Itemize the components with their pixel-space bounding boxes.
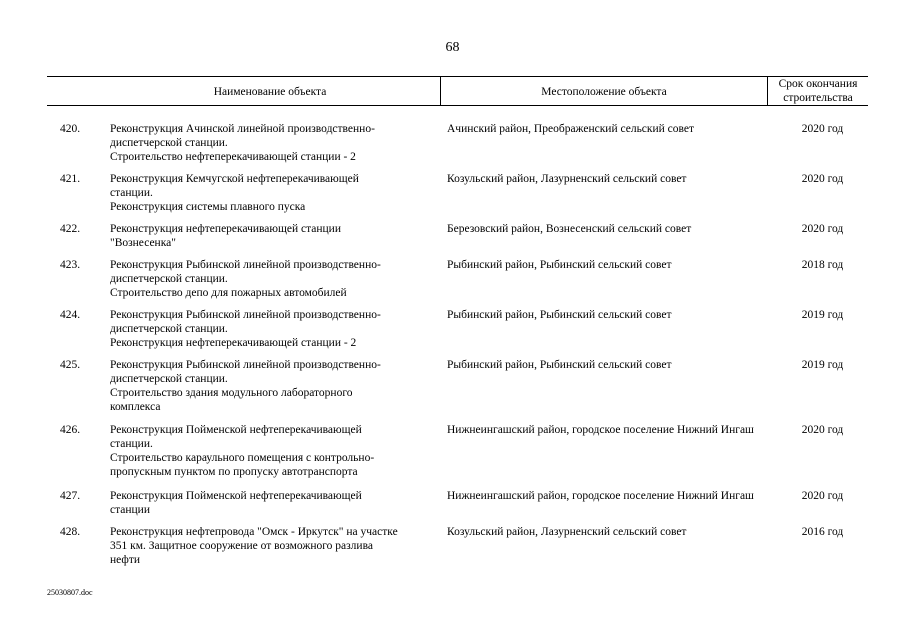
object-name-line: диспетчерской станции. — [110, 373, 228, 385]
object-location: Рыбинский район, Рыбинский сельский совет — [447, 359, 672, 371]
object-name-line: Реконструкция Рыбинской линейной производственно- — [110, 309, 381, 321]
object-name-line: Реконструкция Ачинской линейной производственно- — [110, 123, 375, 135]
header-location: Местоположение объекта — [541, 86, 667, 98]
object-location: Козульский район, Лазурненский сельский совет — [447, 526, 687, 538]
object-name — [110, 525, 442, 567]
object-name-line: пропускным пунктом по пропуску автотранспорта — [110, 466, 358, 478]
completion-term: 2020 год — [801, 490, 844, 502]
row-number: 423. — [60, 259, 81, 271]
object-location: Рыбинский район, Рыбинский сельский совет — [447, 259, 672, 271]
object-name-line: "Вознесенка" — [110, 237, 176, 249]
object-name-line: Строительство депо для пожарных автомобилей — [110, 287, 347, 299]
object-name-line: Реконструкция Пойменской нефтеперекачивающей — [110, 424, 362, 436]
object-name — [110, 308, 442, 350]
completion-term: 2020 год — [801, 424, 844, 436]
row-number: 424. — [60, 309, 81, 321]
completion-term: 2020 год — [801, 123, 844, 135]
object-location: Нижнеингашский район, городское поселение Нижний Ингаш — [447, 490, 754, 502]
object-name — [110, 222, 442, 250]
object-name-line: станции. — [110, 187, 153, 199]
object-name-line: Строительство нефтеперекачивающей станции - 2 — [110, 151, 356, 163]
page-number: 68 — [445, 40, 460, 55]
row-number: 428. — [60, 526, 81, 538]
object-name-line: 351 км. Защитное сооружение от возможного разлива — [110, 540, 373, 552]
object-location: Ачинский район, Преображенский сельский совет — [447, 123, 695, 135]
object-name — [110, 122, 442, 164]
completion-term: 2018 год — [801, 259, 844, 271]
object-name-line: Строительство караульного помещения с контрольно- — [110, 452, 375, 464]
table-header-bottom-rule — [47, 105, 868, 106]
object-name-line: Строительство здания модульного лабораторного — [110, 387, 353, 399]
row-number: 426. — [60, 424, 81, 436]
row-number: 425. — [60, 359, 81, 371]
row-number: 420. — [60, 123, 81, 135]
completion-term: 2019 год — [801, 309, 844, 321]
object-location: Рыбинский район, Рыбинский сельский совет — [447, 309, 672, 321]
object-name-line: станции — [110, 504, 150, 516]
object-name-line: диспетчерской станции. — [110, 273, 228, 285]
object-name-line: Реконструкция системы плавного пуска — [110, 201, 306, 213]
object-location: Козульский район, Лазурненский сельский совет — [447, 173, 687, 185]
object-name-line: Реконструкция Пойменской нефтеперекачивающей — [110, 490, 362, 502]
document-id: 25030807.doc — [47, 588, 93, 597]
object-name-line: комплекса — [110, 401, 161, 413]
object-name — [110, 172, 442, 214]
completion-term: 2019 год — [801, 359, 844, 371]
completion-term: 2020 год — [801, 173, 844, 185]
table-top-rule — [47, 76, 868, 77]
object-name — [110, 358, 442, 414]
object-name-line: диспетчерской станции. — [110, 137, 228, 149]
object-name-line: Реконструкция Рыбинской линейной производственно- — [110, 259, 381, 271]
object-name — [110, 489, 442, 517]
row-number: 421. — [60, 173, 81, 185]
header-term-line2: строительства — [783, 92, 853, 104]
header-term-line1: Срок окончания — [778, 78, 858, 90]
object-location: Березовский район, Вознесенский сельский совет — [447, 223, 692, 235]
object-name-line: нефти — [110, 554, 141, 566]
object-name-line: Реконструкция Рыбинской линейной производственно- — [110, 359, 381, 371]
object-name — [110, 258, 442, 300]
object-name-line: диспетчерской станции. — [110, 323, 228, 335]
object-name — [110, 423, 442, 479]
object-name-line: станции. — [110, 438, 153, 450]
object-name-line: Реконструкция нефтепровода "Омск - Иркутск" на участке — [110, 526, 398, 538]
header-name: Наименование объекта — [213, 86, 327, 98]
completion-term: 2020 год — [801, 223, 844, 235]
object-name-line: Реконструкция нефтеперекачивающей станции - 2 — [110, 337, 357, 349]
object-name-line: Реконструкция Кемчугской нефтеперекачивающей — [110, 173, 359, 185]
object-name-line: Реконструкция нефтеперекачивающей станции — [110, 223, 341, 235]
row-number: 427. — [60, 490, 81, 502]
row-number: 422. — [60, 223, 81, 235]
completion-term: 2016 год — [801, 526, 844, 538]
object-location: Нижнеингашский район, городское поселение Нижний Ингаш — [447, 424, 754, 436]
